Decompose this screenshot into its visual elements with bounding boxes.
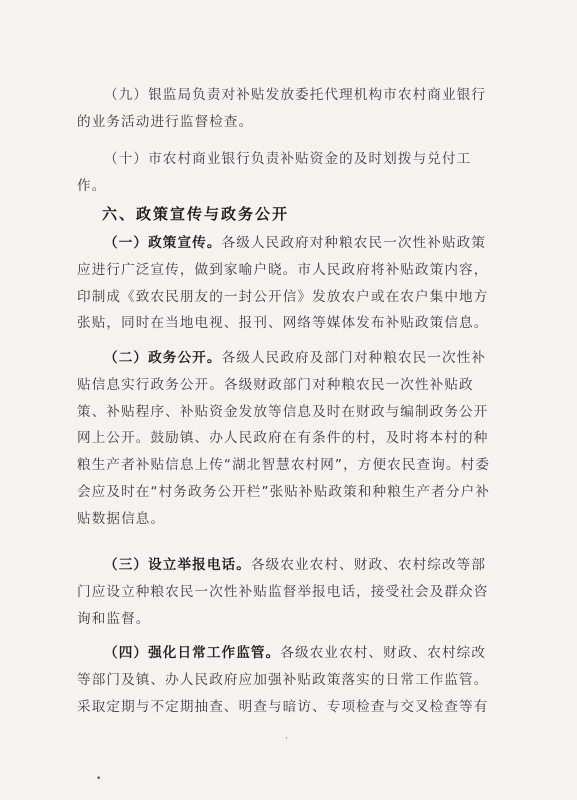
section-6-heading: 六、政策宣传与政务公开 [102, 205, 290, 223]
policy-publicity-text: 各级人民政府对种粮农民一次性补贴政策应进行广泛宣传，做到家喻户晓。市人民政府将补贴政策内容，印制成《致农民朋友的一封公开信》发放农户或在农户集中地方张贴，同时在当地电视、报刊、网络等媒体发布补贴政策信息。 [77, 235, 489, 332]
page-number-mark: · [285, 734, 288, 744]
policy-publicity-paragraph [77, 230, 497, 337]
government-disclosure-text: 各级人民政府及部门对种粮农民一次性补贴信息实行政务公开。各级财政部门对种粮农民一次性补贴政策、补贴程序、补贴资金发放等信息及时在财政与编制政务公开网上公开。鼓励镇、办人民政府在有条件的村，及时将本村的种粮生产者补贴信息上传“湖北智慧农村网”，方便农民查询。村委会应及时在“村务政务公开栏”张贴补贴政策和种粮生产者分户补贴数据信息。 [77, 350, 491, 527]
daily-supervision-text: 各级农业农村、财政、农村综改等部门及镇、办人民政府应加强补贴政策落实的日常工作监管。采取定期与不定期抽查、明查与暗访、专项检查与交叉检查等有 [77, 645, 489, 715]
corner-mark: • [96, 774, 102, 784]
report-hotline-text: 各级农业农村、财政、农村综改等部门应设立种粮农民一次性补贴监督举报电话，接受社会及群众咨询和监督。 [77, 557, 489, 627]
daily-supervision-paragraph [77, 640, 497, 720]
report-hotline-lead: （三）设立举报电话。 [104, 557, 251, 573]
item-9-text: （九）银监局负责对补贴发放委托代理机构市农村商业银行的业务活动进行监督检查。 [77, 87, 487, 130]
government-disclosure-lead: （二）政务公开。 [104, 350, 222, 366]
policy-publicity-lead: （一）政策宣传。 [104, 235, 222, 251]
daily-supervision-lead: （四）强化日常工作监管。 [104, 645, 281, 661]
report-hotline-paragraph [77, 552, 497, 632]
item-10-text: （十）市农村商业银行负责补贴资金的及时划拨与兑付工作。 [77, 151, 472, 194]
government-disclosure-paragraph [77, 345, 497, 533]
item-10-paragraph [77, 146, 497, 200]
item-9-paragraph [77, 82, 497, 136]
